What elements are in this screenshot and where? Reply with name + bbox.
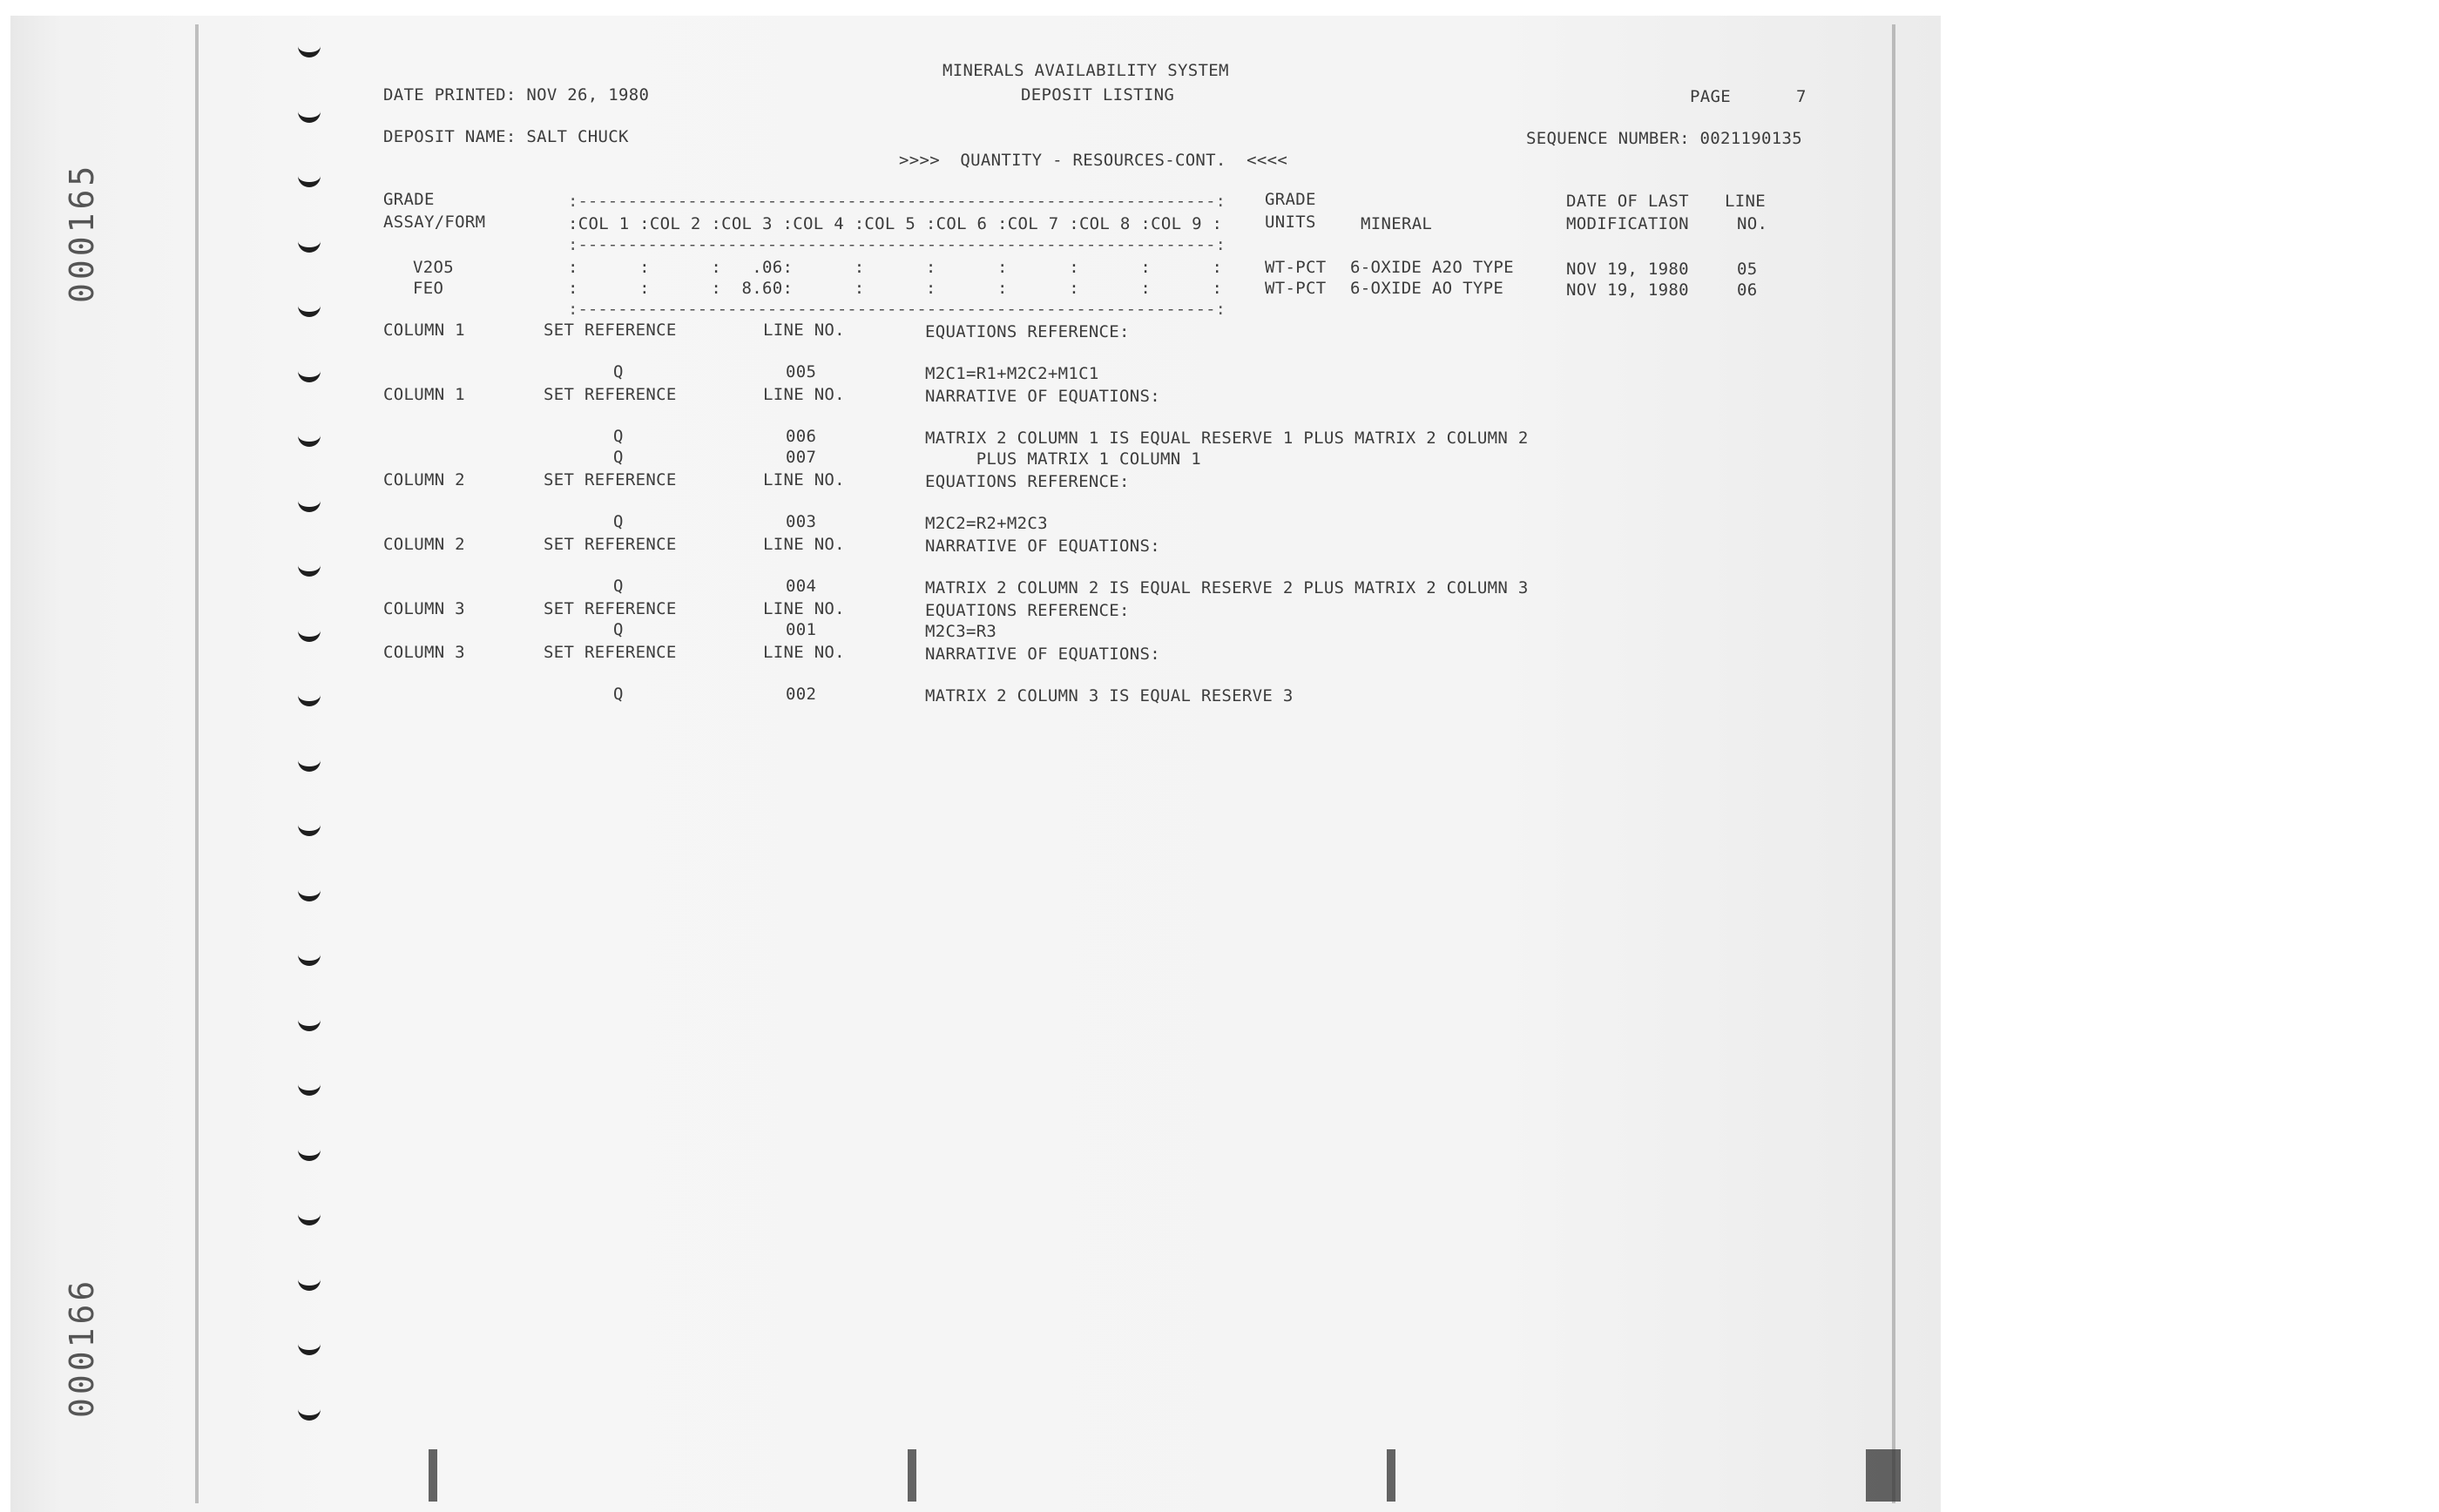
equation-text: MATRIX 2 COLUMN 3 IS EQUAL RESERVE 3 <box>925 686 1294 705</box>
set-reference-label: SET REFERENCE <box>544 321 677 340</box>
units-value: WT-PCT <box>1265 258 1327 277</box>
set-reference: Q <box>613 620 624 639</box>
line-number: 003 <box>786 512 817 531</box>
section-title: >>>> QUANTITY - RESOURCES-CONT. <<<< <box>899 151 1288 170</box>
listing-title: DEPOSIT LISTING <box>1021 85 1175 105</box>
equation-type: EQUATIONS REFERENCE: <box>925 472 1130 491</box>
date-value: NOV 19, 1980 <box>1566 280 1689 300</box>
line-value: 05 <box>1737 260 1758 279</box>
gutter-line <box>195 24 199 1503</box>
line-no-label: LINE NO. <box>763 321 845 340</box>
grade-cells: : : : 8.60: : : : : : : <box>568 279 1223 298</box>
mineral-header: MINERAL <box>1361 214 1433 233</box>
margin-code-bottom: 000166 <box>63 1277 101 1418</box>
feed-hole <box>298 300 321 317</box>
feed-hole <box>298 495 321 512</box>
line-number: 005 <box>786 362 817 381</box>
table-rule: :----------------------------------------------------------------: <box>568 235 1226 254</box>
units-header: UNITS <box>1265 213 1316 232</box>
feed-hole <box>298 235 321 253</box>
feed-hole <box>298 1273 321 1291</box>
line-no-label: LINE NO. <box>763 535 845 554</box>
set-reference: Q <box>613 448 624 467</box>
date-header-2: MODIFICATION <box>1566 214 1689 233</box>
mineral-value: 6-OXIDE A2O TYPE <box>1350 258 1514 277</box>
feed-hole <box>298 624 321 642</box>
feed-hole <box>298 1078 321 1096</box>
equation-type: NARRATIVE OF EQUATIONS: <box>925 645 1160 664</box>
assay-form-header: ASSAY/FORM <box>383 213 486 232</box>
line-no-label: LINE NO. <box>763 470 845 489</box>
sequence-number: SEQUENCE NUMBER: 0021190135 <box>1526 129 1802 148</box>
column-label: COLUMN 1 <box>383 385 465 404</box>
printout-sheet <box>10 16 1941 1512</box>
feed-hole <box>298 819 321 836</box>
line-no-label: LINE NO. <box>763 643 845 662</box>
feed-hole <box>298 365 321 382</box>
equation-text: M2C2=R2+M2C3 <box>925 514 1048 533</box>
set-reference: Q <box>613 512 624 531</box>
equation-type: EQUATIONS REFERENCE: <box>925 601 1130 620</box>
set-reference: Q <box>613 362 624 381</box>
equation-text: M2C1=R1+M2C2+M1C1 <box>925 364 1099 383</box>
deposit-name: DEPOSIT NAME: SALT CHUCK <box>383 127 629 146</box>
line-number: 001 <box>786 620 817 639</box>
feed-hole <box>298 170 321 187</box>
bottom-mark <box>429 1449 437 1502</box>
feed-hole <box>298 1338 321 1355</box>
feed-hole <box>298 689 321 706</box>
set-reference-label: SET REFERENCE <box>544 643 677 662</box>
date-printed: DATE PRINTED: NOV 26, 1980 <box>383 85 650 105</box>
feed-hole <box>298 429 321 447</box>
units-value: WT-PCT <box>1265 279 1327 298</box>
set-reference-label: SET REFERENCE <box>544 385 677 404</box>
feed-hole <box>298 1014 321 1031</box>
equation-text: MATRIX 2 COLUMN 2 IS EQUAL RESERVE 2 PLUS MATRIX 2 COLUMN 3 <box>925 578 1529 597</box>
column-label: COLUMN 3 <box>383 599 465 618</box>
feed-hole <box>298 1208 321 1225</box>
line-number: 004 <box>786 577 817 596</box>
page-number: 7 <box>1796 87 1807 106</box>
line-value: 06 <box>1737 280 1758 300</box>
equation-text: PLUS MATRIX 1 COLUMN 1 <box>925 449 1201 469</box>
column-label: COLUMN 2 <box>383 470 465 489</box>
equation-text: MATRIX 2 COLUMN 1 IS EQUAL RESERVE 1 PLUS MATRIX 2 COLUMN 2 <box>925 429 1529 448</box>
mineral-value: 6-OXIDE AO TYPE <box>1350 279 1504 298</box>
margin-code-top: 000165 <box>63 162 101 303</box>
assay-value: V2O5 <box>413 258 454 277</box>
grade-cells: : : : .06: : : : : : : <box>568 258 1223 277</box>
column-label: COLUMN 1 <box>383 321 465 340</box>
date-header-1: DATE OF LAST <box>1566 192 1689 211</box>
equation-type: NARRATIVE OF EQUATIONS: <box>925 387 1160 406</box>
system-title: MINERALS AVAILABILITY SYSTEM <box>942 61 1229 80</box>
line-number: 002 <box>786 685 817 704</box>
line-no-label: LINE NO. <box>763 599 845 618</box>
table-rule: :----------------------------------------------------------------: <box>568 300 1226 319</box>
feed-hole <box>298 884 321 901</box>
set-reference-label: SET REFERENCE <box>544 470 677 489</box>
bottom-mark <box>1387 1449 1395 1502</box>
line-header-2: NO. <box>1737 214 1768 233</box>
line-number: 006 <box>786 427 817 446</box>
set-reference-label: SET REFERENCE <box>544 535 677 554</box>
set-reference: Q <box>613 685 624 704</box>
assay-value: FEO <box>413 279 444 298</box>
feed-hole <box>298 40 321 57</box>
col-headers: :COL 1 :COL 2 :COL 3 :COL 4 :COL 5 :COL 6 :COL 7 :COL 8 :COL 9 : <box>568 214 1223 233</box>
line-number: 007 <box>786 448 817 467</box>
column-label: COLUMN 3 <box>383 643 465 662</box>
bottom-mark <box>908 1449 916 1502</box>
gutter-line <box>1892 24 1895 1503</box>
equation-type: EQUATIONS REFERENCE: <box>925 322 1130 341</box>
grade-units-header: GRADE <box>1265 190 1316 209</box>
feed-hole <box>298 559 321 577</box>
date-value: NOV 19, 1980 <box>1566 260 1689 279</box>
feed-hole <box>298 105 321 123</box>
feed-hole <box>298 754 321 772</box>
equation-text: M2C3=R3 <box>925 622 997 641</box>
feed-hole <box>298 948 321 966</box>
grade-header: GRADE <box>383 190 435 209</box>
feed-hole <box>298 1144 321 1161</box>
equation-type: NARRATIVE OF EQUATIONS: <box>925 537 1160 556</box>
bottom-mark <box>1866 1449 1901 1502</box>
set-reference: Q <box>613 577 624 596</box>
set-reference-label: SET REFERENCE <box>544 599 677 618</box>
feed-hole <box>298 1403 321 1421</box>
page-label: PAGE <box>1690 87 1731 106</box>
table-rule: :----------------------------------------------------------------: <box>568 192 1226 211</box>
line-header-1: LINE <box>1725 192 1766 211</box>
set-reference: Q <box>613 427 624 446</box>
column-label: COLUMN 2 <box>383 535 465 554</box>
line-no-label: LINE NO. <box>763 385 845 404</box>
